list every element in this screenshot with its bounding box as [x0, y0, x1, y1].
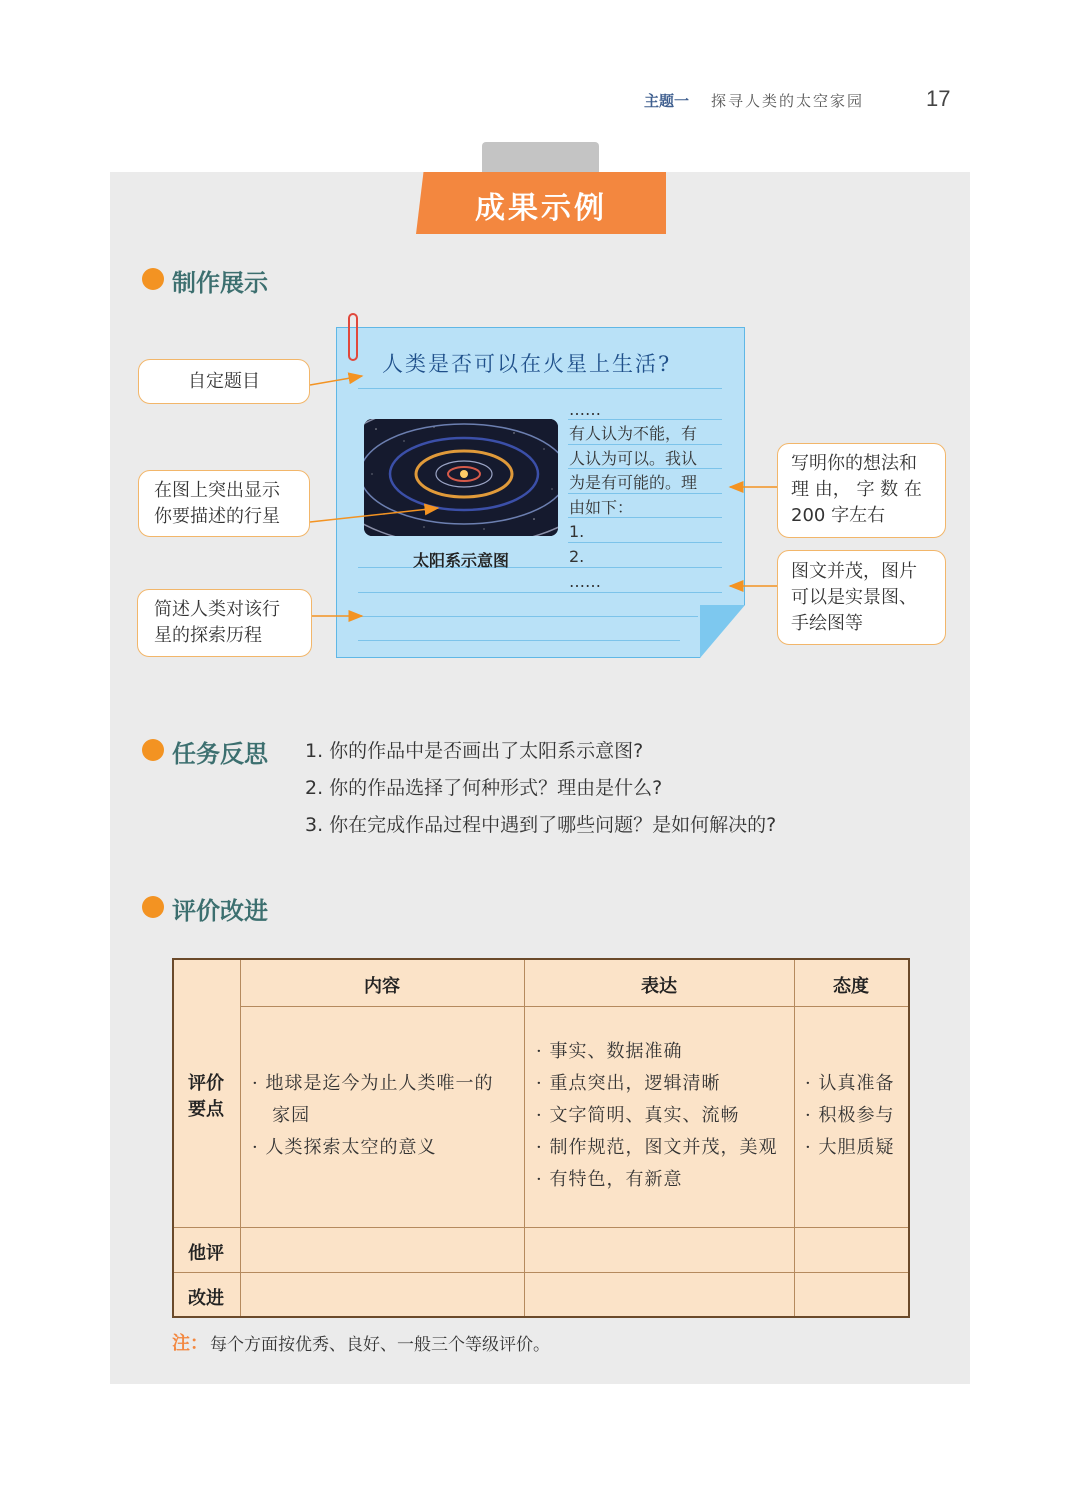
table-divider — [240, 1006, 908, 1007]
callout-text: 写明你的想法和 — [791, 453, 917, 474]
callout-text: 星的探索历程 — [154, 625, 262, 646]
row-label-points: 要点 — [188, 1099, 224, 1120]
content-point: · 人类探索太空的意义 — [252, 1137, 437, 1158]
note-text: 有人认为不能，有 — [569, 424, 698, 443]
row-label-points: 评价 — [188, 1073, 224, 1094]
note-title: 人类是否可以在火星上生活? — [382, 352, 672, 376]
question-item: 1. 你的作品中是否画出了太阳系示意图? — [305, 740, 644, 762]
question-item: 3. 你在完成作品过程中遇到了哪些问题？是如何解决的? — [305, 814, 777, 836]
note-text: 由如下： — [569, 498, 634, 517]
content-point: 家园 — [252, 1105, 311, 1126]
footnote-text: 每个方面按优秀、良好、一般三个等级评价。 — [210, 1335, 550, 1355]
note-text: 为是有可能的。理 — [569, 473, 698, 492]
expression-point: · 有特色，有新意 — [536, 1169, 683, 1190]
callout-text: 理 由， 字 数 在 — [791, 479, 922, 500]
row-label-improve: 改进 — [188, 1288, 224, 1309]
question-item: 2. 你的作品选择了何种形式？理由是什么? — [305, 777, 663, 799]
callout-highlight-planet — [138, 470, 310, 537]
section-title-showcase: 制作展示 — [172, 269, 268, 297]
section-dot — [142, 739, 164, 761]
table-header-attitude: 态度 — [833, 976, 869, 997]
table-divider — [174, 1227, 908, 1228]
callout-illustrate — [777, 550, 946, 645]
header-title: 探寻人类的太空家园 — [711, 92, 865, 110]
table-divider — [240, 960, 241, 1316]
banner-title: 成果示例 — [475, 191, 607, 226]
table-divider — [174, 1272, 908, 1273]
note-text: 1. — [569, 522, 585, 541]
callout-opinion — [777, 443, 946, 538]
section-title-reflection: 任务反思 — [172, 740, 268, 768]
expression-point: · 重点突出，逻辑清晰 — [536, 1073, 721, 1094]
section-dot — [142, 896, 164, 918]
callout-exploration-history — [137, 589, 312, 657]
callout-text: 你要描述的行星 — [154, 506, 280, 527]
table-divider — [794, 960, 795, 1316]
expression-point: · 事实、数据准确 — [536, 1041, 683, 1062]
callout-text: 手绘图等 — [791, 613, 863, 634]
callout-text: 简述人类对该行 — [154, 599, 280, 620]
header-theme: 主题一 — [644, 92, 690, 110]
section-title-evaluation: 评价改进 — [172, 897, 268, 925]
note-text: …… — [569, 400, 601, 419]
image-caption: 太阳系示意图 — [412, 551, 509, 570]
callout-text: 自定题目 — [188, 371, 260, 392]
row-label-peer: 他评 — [188, 1243, 224, 1264]
expression-point: · 制作规范，图文并茂，美观 — [536, 1137, 778, 1158]
attitude-point: · 大胆质疑 — [805, 1137, 895, 1158]
callout-text: 在图上突出显示 — [154, 480, 280, 501]
callout-custom-title — [138, 359, 310, 404]
attitude-point: · 认真准备 — [805, 1073, 895, 1094]
callout-text: 图文并茂，图片 — [791, 561, 917, 582]
attitude-point: · 积极参与 — [805, 1105, 895, 1126]
table-header-content: 内容 — [364, 976, 400, 997]
callout-text: 可以是实景图、 — [791, 587, 917, 608]
note-text: 人认为可以。我认 — [569, 449, 698, 468]
note-text: 2. — [569, 547, 585, 566]
footnote-label: 注： — [172, 1333, 208, 1354]
table-header-expression: 表达 — [641, 976, 677, 997]
page-number: 17 — [926, 86, 951, 111]
expression-point: · 文字简明、真实、流畅 — [536, 1105, 740, 1126]
note-text: …… — [569, 572, 601, 591]
content-point: · 地球是迄今为止人类唯一的 — [252, 1073, 494, 1094]
callout-text: 200 字左右 — [791, 505, 886, 526]
table-divider — [524, 960, 525, 1316]
